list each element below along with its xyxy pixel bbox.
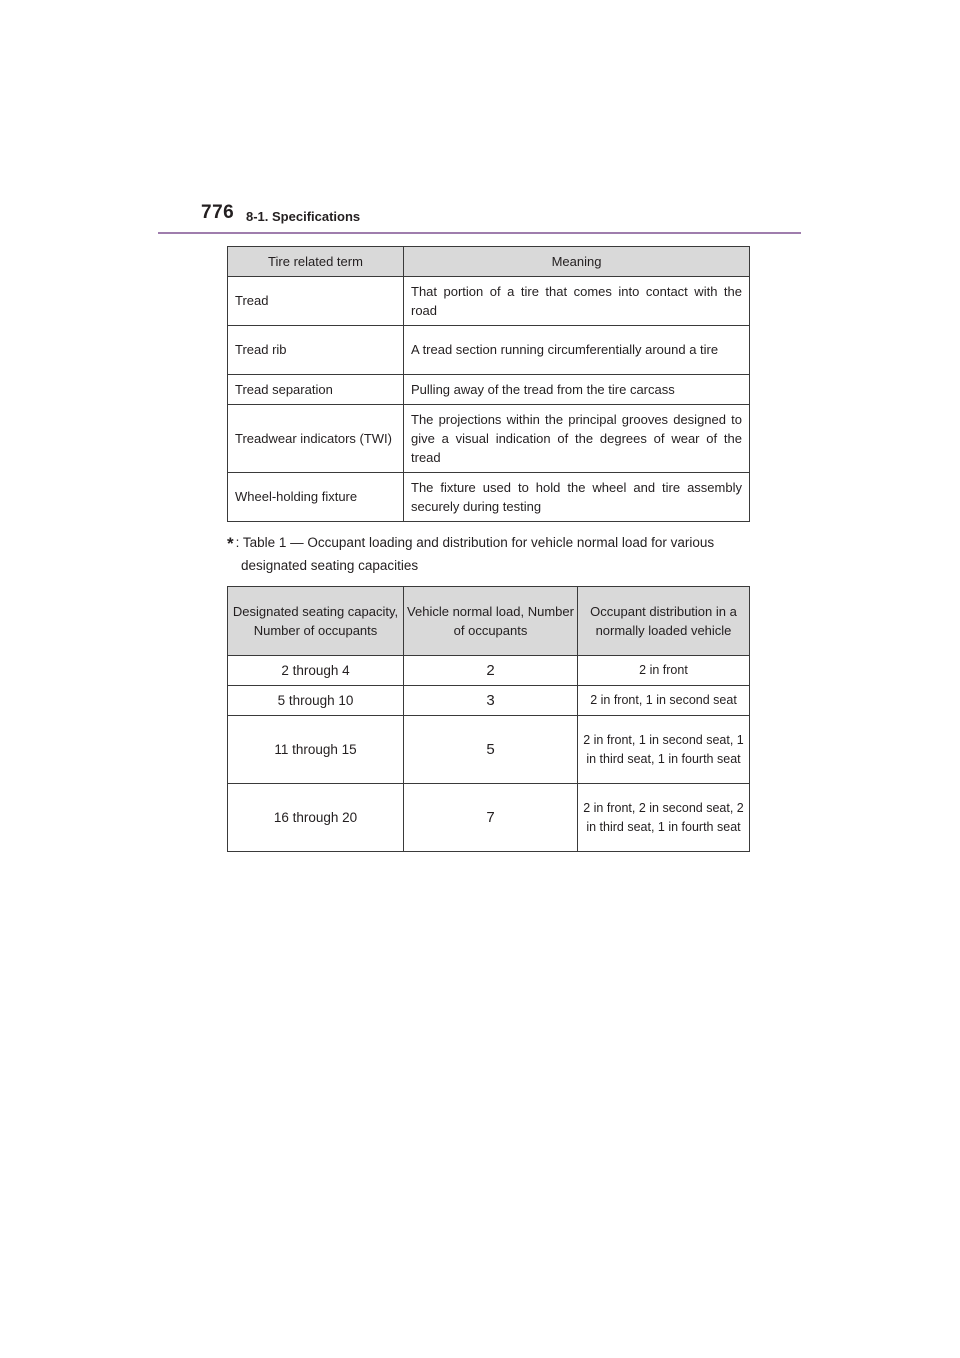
table-footnote [227, 532, 750, 577]
distribution-cell: 2 in front, 1 in second seat, 1 in third seat, 1 in fourth seat [578, 716, 750, 784]
meaning-cell: A tread section running circumferentially around a tire [404, 326, 750, 375]
term-cell: Wheel-holding fixture [228, 473, 404, 522]
footnote-marker: * [227, 534, 234, 553]
page-number: 776 [201, 202, 235, 223]
meaning-cell: That portion of a tire that comes into contact with the road [404, 277, 750, 326]
capacity-cell: 5 through 10 [228, 686, 404, 716]
term-cell: Tread separation [228, 375, 404, 405]
normal-load-cell: 5 [404, 716, 578, 784]
capacity-cell: 11 through 15 [228, 716, 404, 784]
footnote-line-1: : Table 1 — Occupant loading and distribution for vehicle normal load for various [235, 535, 715, 550]
page-header [0, 0, 960, 240]
table-row [228, 656, 750, 686]
section-title: 8-1. Specifications [246, 209, 361, 224]
column-header-normal-load: Vehicle normal load, Number of occupants [404, 587, 578, 656]
tire-terms-table [227, 246, 750, 522]
table-row [228, 784, 750, 852]
term-cell: Treadwear indicators (TWI) [228, 405, 404, 473]
column-header-distribution: Occupant distribution in a normally loaded vehicle [578, 587, 750, 656]
table-header-row [228, 247, 750, 277]
column-header-capacity: Designated seating capacity, Number of occupants [228, 587, 404, 656]
table-row [228, 716, 750, 784]
capacity-cell: 2 through 4 [228, 656, 404, 686]
distribution-cell: 2 in front, 1 in second seat [578, 686, 750, 716]
occupant-loading-table [227, 586, 750, 852]
capacity-cell: 16 through 20 [228, 784, 404, 852]
table-row [228, 326, 750, 375]
distribution-cell: 2 in front [578, 656, 750, 686]
column-header-meaning: Meaning [404, 247, 750, 277]
header-divider [158, 232, 801, 234]
table-row [228, 473, 750, 522]
distribution-cell: 2 in front, 2 in second seat, 2 in third seat, 1 in fourth seat [578, 784, 750, 852]
normal-load-cell: 2 [404, 656, 578, 686]
table-row [228, 375, 750, 405]
table-row [228, 686, 750, 716]
meaning-cell: The projections within the principal grooves designed to give a visual indication of the degrees of wear of the tread [404, 405, 750, 473]
table-header-row [228, 587, 750, 656]
table-row [228, 277, 750, 326]
normal-load-cell: 3 [404, 686, 578, 716]
term-cell: Tread rib [228, 326, 404, 375]
footnote-line-2: designated seating capacities [241, 558, 419, 573]
normal-load-cell: 7 [404, 784, 578, 852]
meaning-cell: Pulling away of the tread from the tire carcass [404, 375, 750, 405]
column-header-term: Tire related term [228, 247, 404, 277]
term-cell: Tread [228, 277, 404, 326]
meaning-cell: The fixture used to hold the wheel and tire assembly securely during testing [404, 473, 750, 522]
table-row [228, 405, 750, 473]
